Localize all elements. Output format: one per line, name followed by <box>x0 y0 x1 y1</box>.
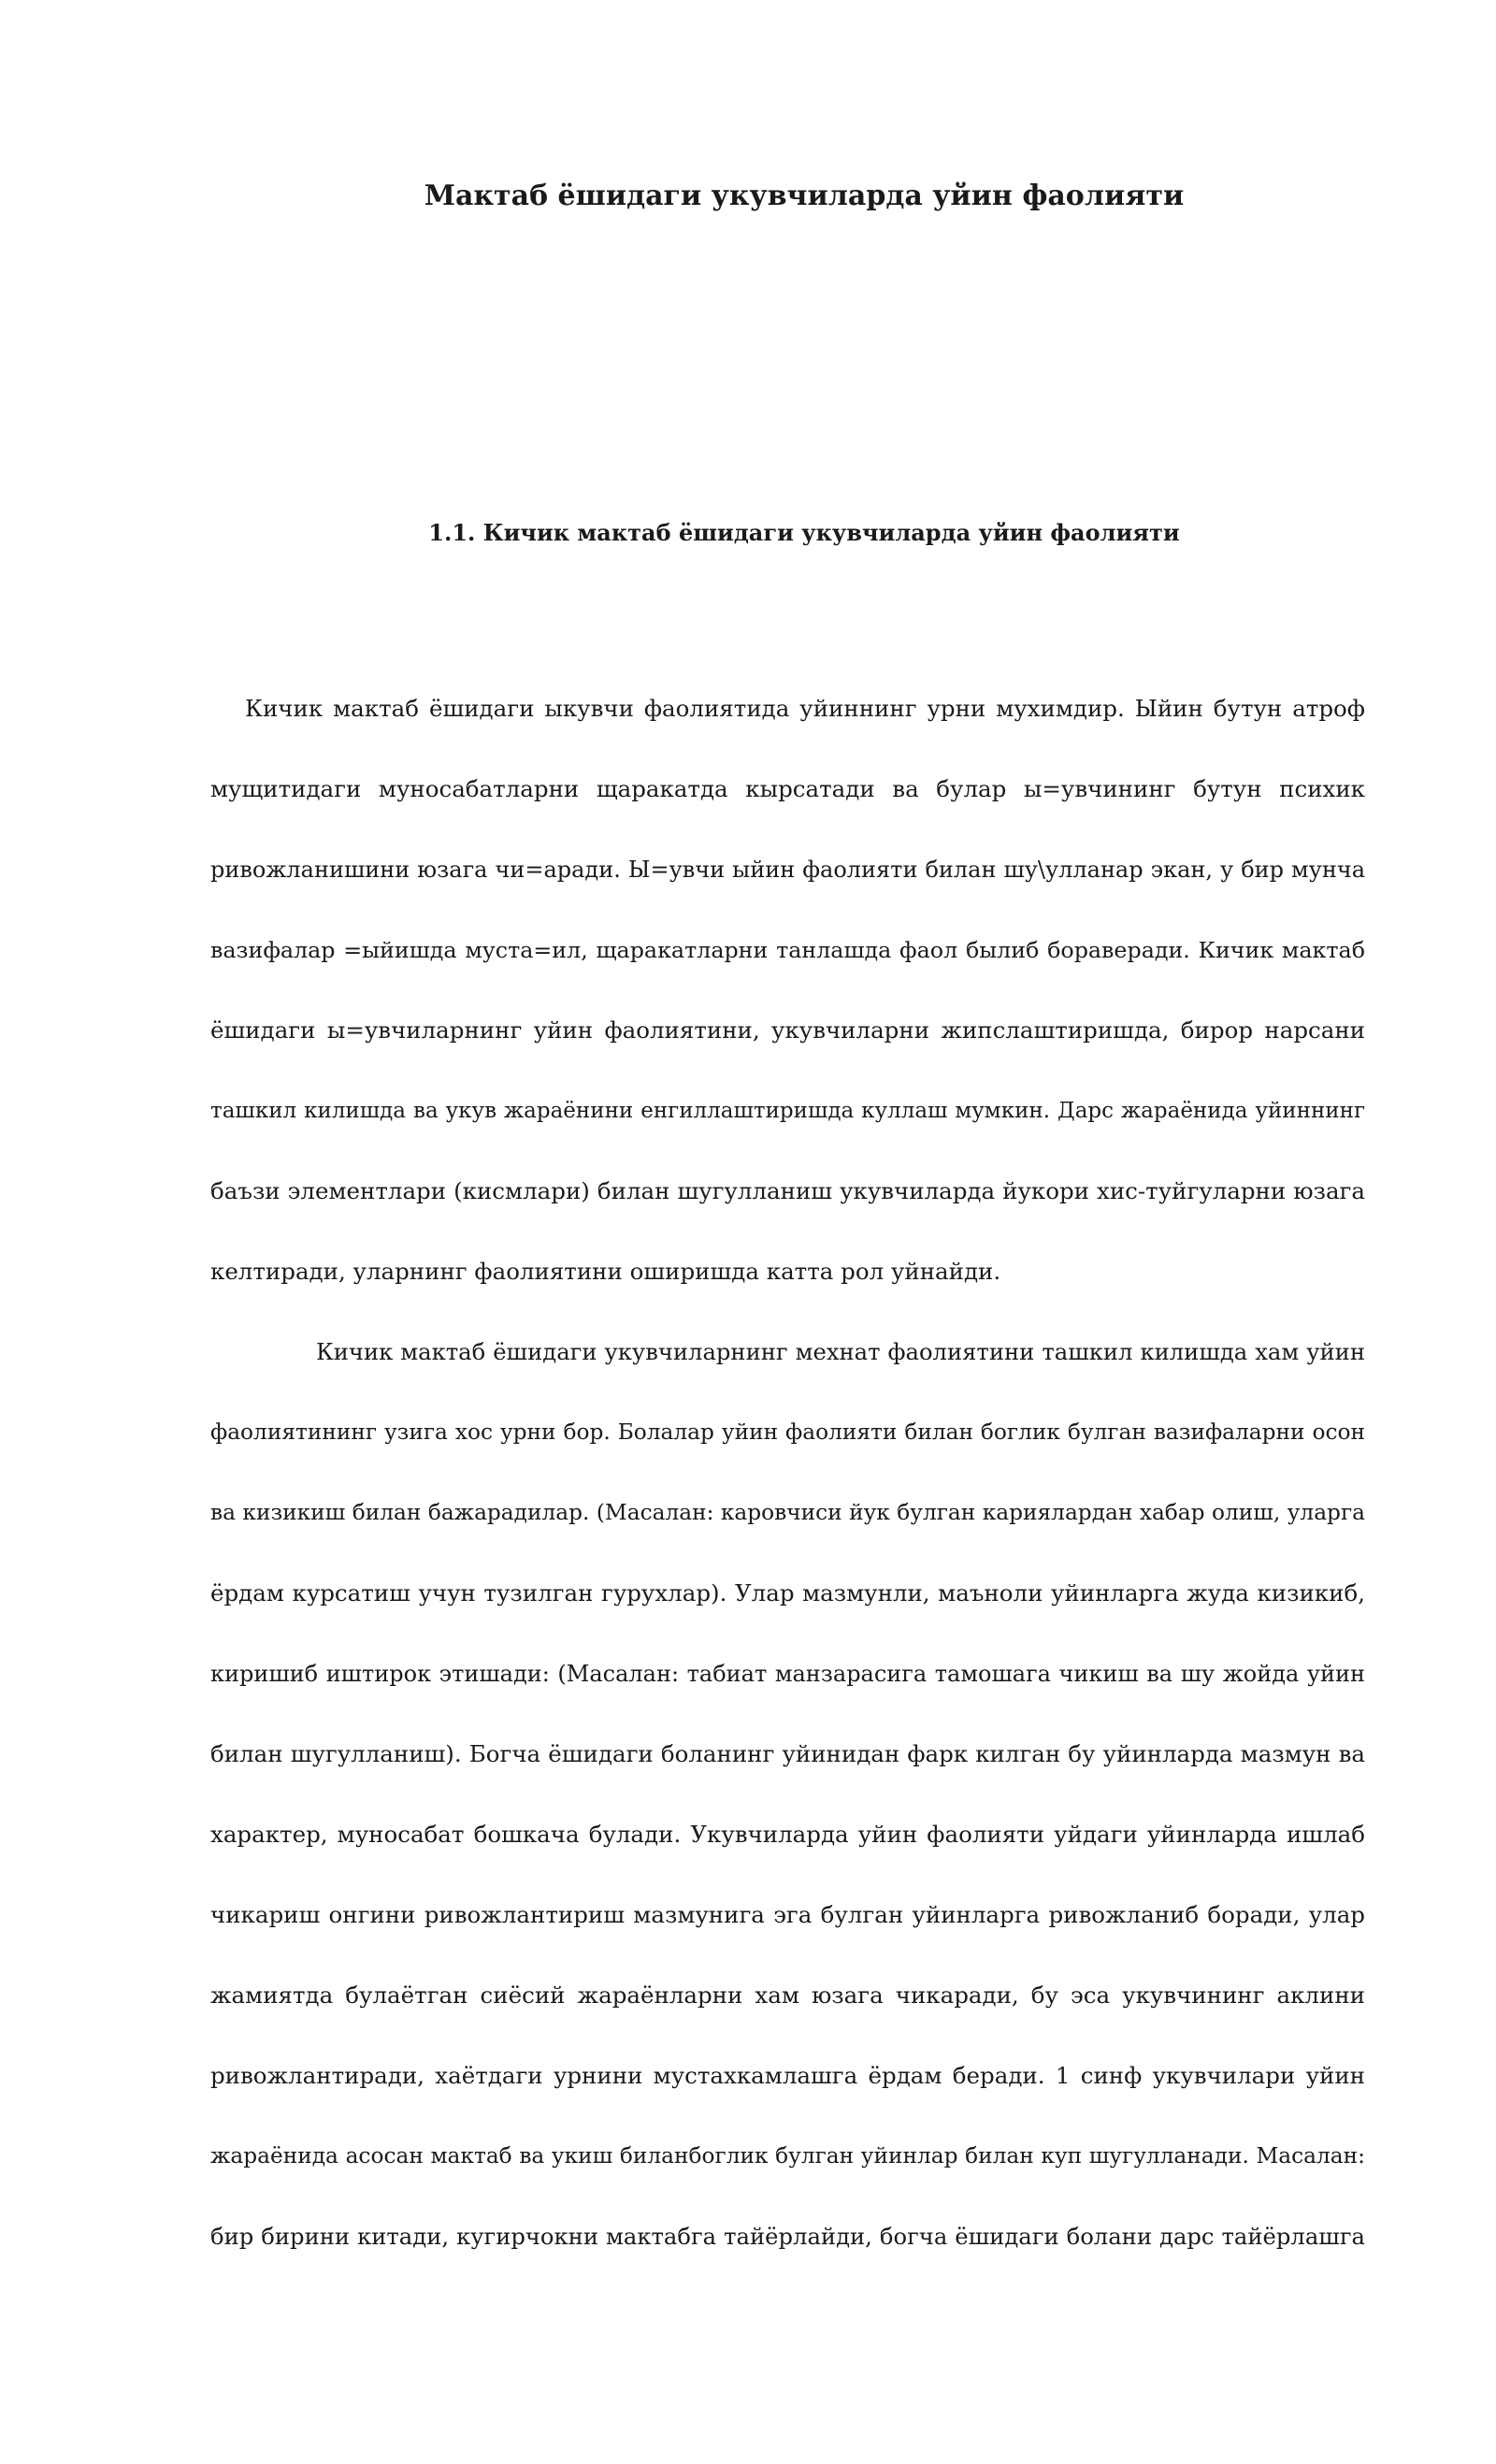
section-heading: 1.1. Кичик мактаб ёшидаги укувчиларда уйин фаолияти <box>428 519 1180 546</box>
paragraph-1-line: ташкил килишда ва укув жараёнини енгиллаштиришда куллаш мумкин. Дарс жараёнида уйиннинг <box>210 1099 1365 1123</box>
paragraph-1-line: вазифалар =ыйишда муста=ил, щаракатларни танлашда фаол былиб бораверади. Кичик мактаб <box>210 937 1365 963</box>
paragraph-2-line: Кичик мактаб ёшидаги укувчиларнинг мехнат фаолиятини ташкил килишда хам уйин <box>316 1338 1365 1365</box>
document-title: Мактаб ёшидаги укувчиларда уйин фаолияти <box>424 180 1185 212</box>
paragraph-2-line: ривожлантиради, хаётдаги урнини мустахкамлашга ёрдам беради. 1 синф укувчилари уйин <box>210 2062 1365 2089</box>
paragraph-1-line: Кичик мактаб ёшидаги ыкувчи фаолиятида уйиннинг урни мухимдир. Ыйин бутун атроф <box>245 695 1365 722</box>
paragraph-1-line: ёшидаги ы=увчиларнинг уйин фаолиятини, укувчиларни жипслаштиришда, бирор нарсани <box>210 1016 1365 1044</box>
paragraph-1-line: баъзи элементлари (кисмлари) билан шугулланиш укувчиларда йукори хис-туйгуларни юзага <box>210 1177 1365 1204</box>
paragraph-1-line: ривожланишини юзага чи=аради. Ы=увчи ыйин фаолияти билан шу\улланар экан, у бир мунча <box>210 857 1365 883</box>
paragraph-1-line: келтиради, уларнинг фаолиятини оширишда катта рол уйнайди. <box>210 1258 1001 1285</box>
paragraph-1-line: мущитидаги муносабатларни щаракатда кырсатади ва булар ы=увчининг бутун психик <box>210 775 1365 802</box>
paragraph-2-line: жамиятда булаётган сиёсий жараёнларни хам юзага чикаради, бу эса укувчининг аклини <box>210 1981 1365 2009</box>
paragraph-2-line: ва кизикиш билан бажарадилар. (Масалан: каровчиси йук булган кариялардан хабар олиш, уларга <box>210 1500 1365 1525</box>
paragraph-2-line: киришиб иштирок этишади: (Масалан: табиат манзарасига тамошага чикиш ва шу жойда уйин <box>210 1661 1365 1687</box>
paragraph-2-line: билан шугулланиш). Богча ёшидаги боланинг уйинидан фарк килган бу уйинларда мазмун ва <box>210 1740 1365 1767</box>
paragraph-2-line: фаолиятининг узига хос урни бор. Болалар уйин фаолияти билан боглик булган вазифаларни осон <box>210 1419 1365 1445</box>
body-text <box>210 669 1365 2277</box>
paragraph-2-line: характер, муносабат бошкача булади. Укувчиларда уйин фаолияти уйдаги уйинларда ишлаб <box>210 1821 1365 1848</box>
paragraph-2-line: ёрдам курсатиш учун тузилган гурухлар). Улар мазмунли, маъноли уйинларга жуда кизикиб, <box>210 1579 1365 1607</box>
paragraph-2-line: жараёнида асосан мактаб ва укиш биланбоглик булган уйинлар билан куп шугулланади. Масалан: <box>210 2143 1365 2169</box>
paragraph-2-line: чикариш онгини ривожлантириш мазмунига эга булган уйинларга ривожланиб боради, улар <box>210 1901 1365 1928</box>
paragraph-2-line: бир бирини китади, кугирчокни мактабга тайёрлайди, богча ёшидаги болани дарс тайёрлашга <box>210 2223 1365 2250</box>
